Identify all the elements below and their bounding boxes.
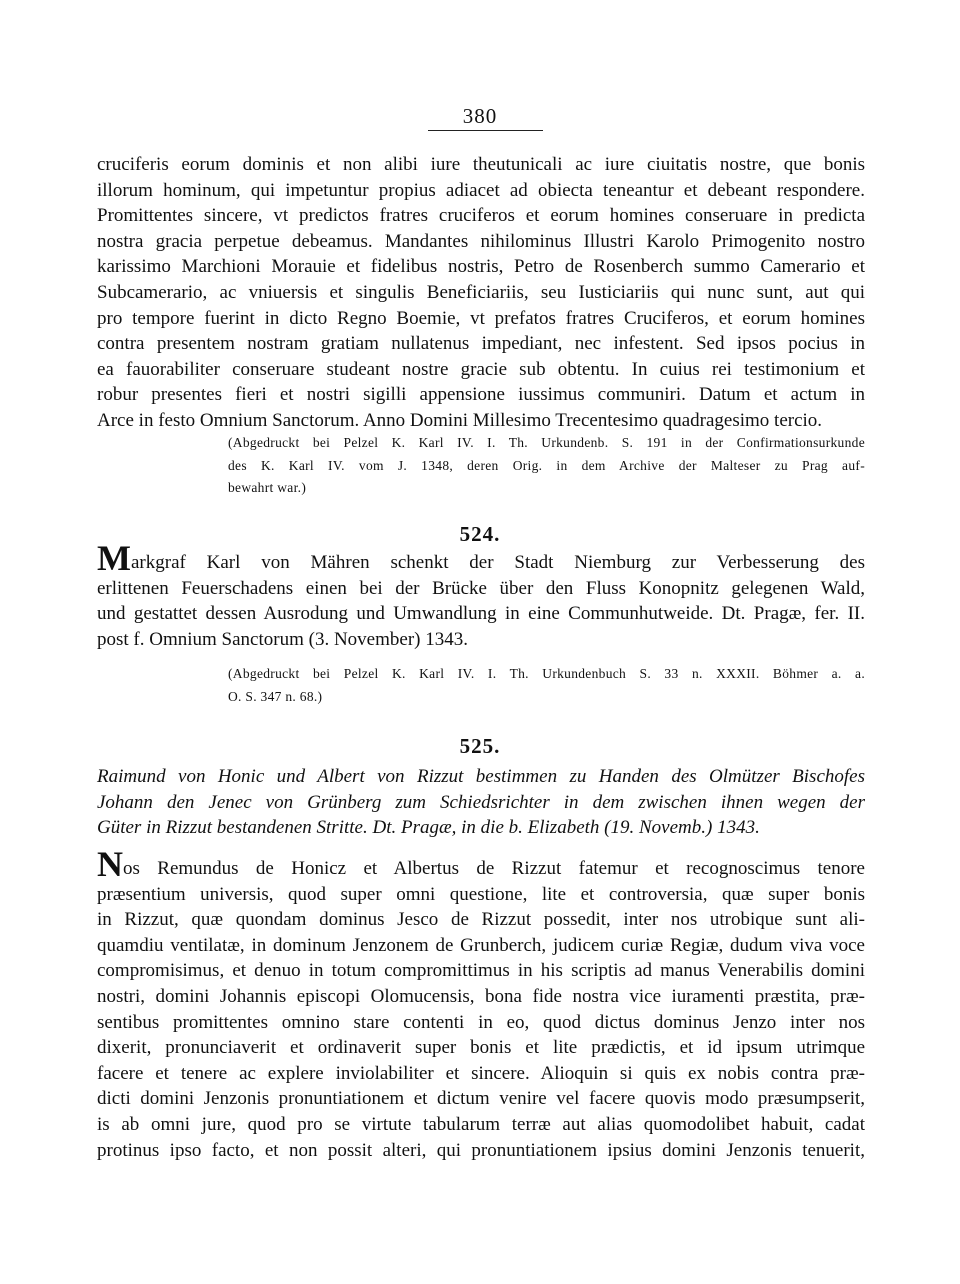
text-line: Arce in festo Omnium Sanctorum. Anno Domini Millesimo Trecentesimo quadragesimo tercio.	[97, 409, 823, 431]
document-number-525: 525.	[459, 734, 501, 758]
document-525-text	[97, 844, 865, 1163]
text-line: facere et tenere ac explere inviolabiliter et sincere. Alioquin si quis ex nobis contra præ-	[97, 1062, 865, 1084]
text-line: cruciferis eorum dominis et non alibi iure theutunicali ac iure ciuitatis nostre, que bonis	[97, 154, 865, 175]
text-line: pro tempore fuerint in dicto Regno Boemie, vt prefatos fratres Cruciferos, et eorum homines	[97, 307, 865, 329]
text-line: nostra gracia perpetue debeamus. Mandantes nihilominus Illustri Karolo Primogenito nostro	[97, 230, 865, 252]
text-line: compromisimus, et denuo in totum compromittimus in his scriptis ad manus Venerabilis domini	[97, 960, 865, 982]
document-number-524: 524.	[459, 522, 501, 546]
text-line: illorum hominum, qui impetuntur propius adiacet ad obiecta teneantur et debeant respondere.	[97, 179, 865, 201]
text-line-with-initial	[97, 844, 865, 884]
document-523-text-continuation	[97, 152, 865, 434]
note-line: (Abgedruckt bei Pelzel K. Karl IV. I. Th. Urkundenbuch S. 33 n. XXXII. Böhmer a. a.	[228, 666, 865, 681]
text-line: Subcamerario, ac vniuersis et singulis Beneficiariis, seu Iusticiariis qui nunc sunt, aut qui	[97, 281, 865, 303]
text-line: in Rizzut, quæ quondam dominus Jesco de Rizzut possedit, inter nos utrobique sunt ali-	[97, 909, 865, 931]
note-line: des K. Karl IV. vom J. 1348, deren Orig. in dem Archive der Malteser zu Prag auf-	[228, 457, 865, 473]
text-line: quamdiu ventilatæ, in dominum Jenzonem de Grunberch, judicem curiæ Regiæ, dudum viva voce	[97, 934, 865, 956]
summary-line: Johann den Jenec von Grünberg zum Schiedsrichter in dem zwischen ihnen wegen der	[97, 791, 865, 813]
page-number: 380	[462, 104, 498, 128]
source-note-523	[228, 432, 865, 500]
summary-line: Raimund von Honic und Albert von Rizzut bestimmen zu Handen des Olmützer Bischofes	[97, 766, 865, 787]
text-line: erlittenen Feuerschadens einen bei der Brücke über den Fluss Konopnitz gelegenen Wald,	[97, 577, 865, 599]
note-line: O. S. 347 n. 68.)	[228, 688, 323, 704]
text-line: nostri, domini Johannis episcopi Olomucensis, bona fide nostra vice iuramenti præstita, præ-	[97, 985, 865, 1007]
text-line: karissimo Marchioni Morauie et fidelibus nostris, Petro de Rosenberch summo Camerario et	[97, 256, 865, 278]
text-line: os Remundus de Honicz et Albertus de Rizzut fatemur et recognoscimus tenore	[123, 858, 865, 879]
text-line: dicti domini Jenzonis pronuntiationem et dictum venire vel facere quovis modo præsumpserit,	[97, 1088, 865, 1110]
text-line: post f. Omnium Sanctorum (3. November) 1343.	[97, 628, 468, 650]
document-524-summary	[97, 538, 865, 652]
note-line: (Abgedruckt bei Pelzel K. Karl IV. I. Th. Urkundenb. S. 191 in der Confirmationsurkunde	[228, 435, 865, 450]
text-line: præsentium universis, quod super omni questione, lite et controversia, quæ super bonis	[97, 883, 865, 905]
text-line: dixerit, pronunciaverit et ordinaverit super bonis et lite prædictis, et id ipsum utrimque	[97, 1037, 865, 1059]
text-line: arkgraf Karl von Mähren schenkt der Stadt Niemburg zur Verbesserung des	[130, 552, 865, 573]
text-line-with-initial	[97, 538, 865, 578]
text-line: sentibus promittentes omnino stare contenti in eo, quod dictus dominus Jenzo inter nos	[97, 1011, 865, 1033]
text-line: Promittentes sincere, vt predictos fratres cruciferos et eorum homines conseruare in predicta	[97, 205, 865, 227]
text-line: robur presentes fieri et nostri sigilli appensione iussimus communiri. Datum et actum in	[97, 384, 865, 406]
page-number-rule	[428, 130, 543, 131]
text-line: und gestattet dessen Ausrodung und Umwandlung in eine Communhutweide. Dt. Pragæ, fer. II.	[97, 603, 865, 625]
text-line: protinus ipso facto, et non possit alteri, qui pronuntiationem ipsius domini Jenzonis tenuerit,	[97, 1139, 865, 1161]
text-line: contra presentem nostram gratiam nullatenus impediant, nec infestent. Sed ipsos pocius in	[97, 333, 865, 355]
initial-letter: M	[97, 538, 131, 578]
initial-letter: N	[97, 844, 123, 884]
text-line: is ab omni jure, quod pro se virtute tabularum terræ aut alias quomodolibet habuit, cadat	[97, 1113, 865, 1135]
document-525-summary	[97, 764, 865, 841]
summary-line: Güter in Rizzut bestandenen Stritte. Dt. Pragæ, in die b. Elizabeth (19. Novemb.) 1343.	[97, 817, 760, 839]
text-line: ea fauorabiliter conseruare studeant nostre gracie sub obtentu. In cuius rei testimonium et	[97, 358, 865, 380]
note-line: bewahrt war.)	[228, 480, 307, 495]
source-note-524	[228, 663, 865, 708]
